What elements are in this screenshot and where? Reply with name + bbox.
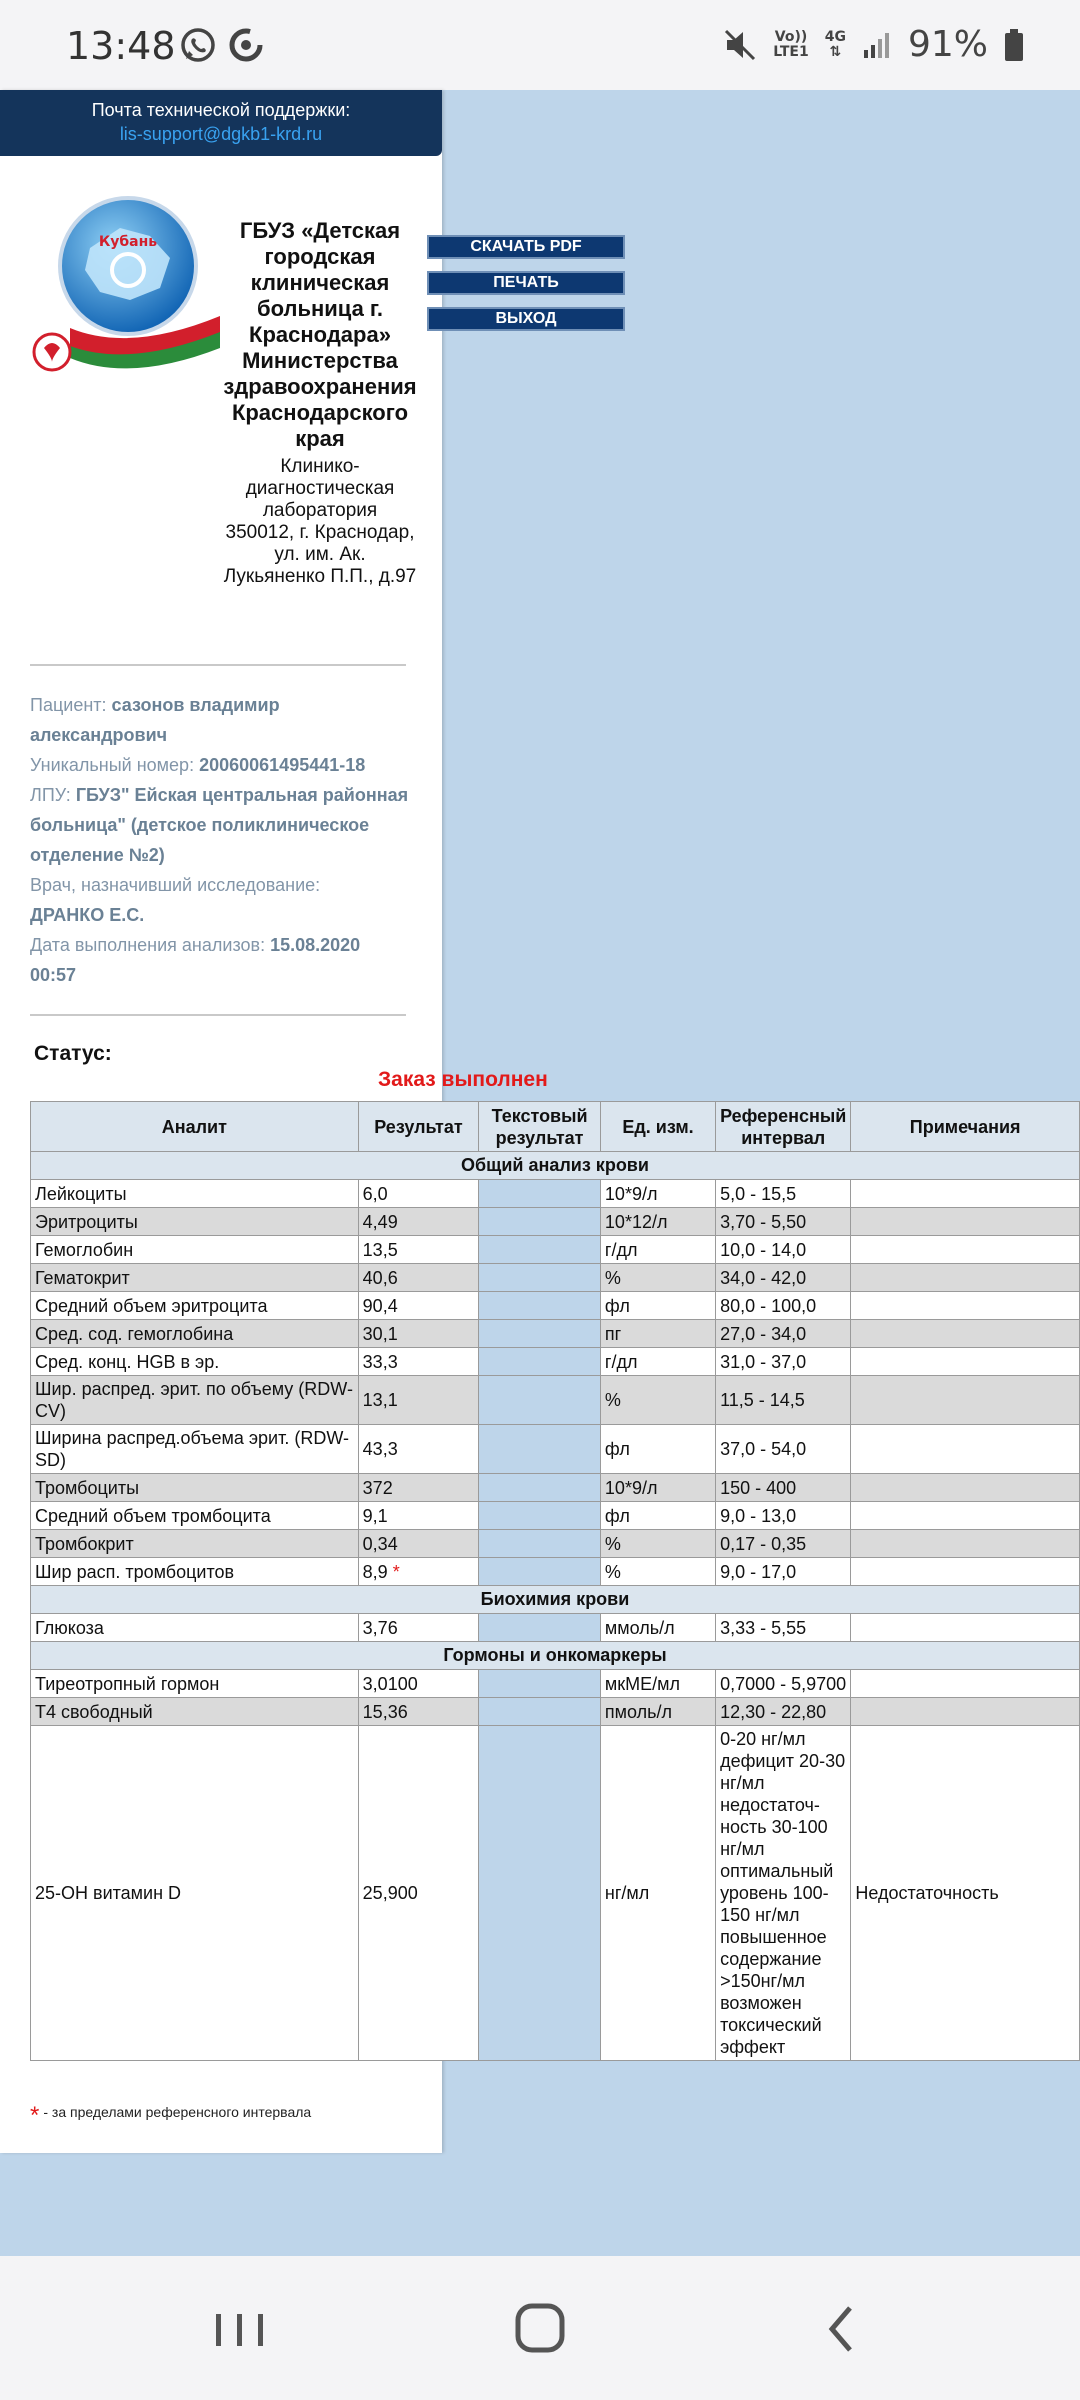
result-value [358,1614,479,1642]
header-unit: Ед. изм. [600,1102,715,1152]
status-time: 13:48 [66,24,176,68]
note [851,1208,1080,1236]
reference-interval: 12,30 - 22,80 [716,1698,851,1726]
analyte-name: Сред. сод. гемоглобина [31,1320,359,1348]
divider [30,1014,406,1016]
unit: 10*9/л [600,1180,715,1208]
network-gen-label: 4G [824,28,846,45]
back-icon[interactable] [800,2294,880,2364]
result-value [358,1502,479,1530]
text-result [479,1320,601,1348]
table-row [31,1320,1080,1348]
reference-interval: 80,0 - 100,0 [716,1292,851,1320]
unit: пг [600,1320,715,1348]
result-value [358,1474,479,1502]
text-result [479,1670,601,1698]
table-row [31,1348,1080,1376]
svg-text:Кубань: Кубань [98,234,158,250]
analyte-name: Гематокрит [31,1264,359,1292]
result-number: 15,36 [362,1701,408,1722]
reference-interval: 0-20 нг/мл дефицит 20-30 нг/мл недостаточ-ность 30-100 нг/мл оптимальный уровень 100-150 нг/мл повышенное содержание >150нг/мл возможен токсический эффект [716,1726,851,2061]
unit: 10*9/л [600,1474,715,1502]
result-number: 43,3 [362,1439,398,1459]
unit: г/дл [600,1348,715,1376]
table-row [31,1236,1080,1264]
support-banner [0,90,442,156]
recent-apps-icon[interactable] [200,2294,280,2364]
patient-name: сазонов владимир александрович [30,695,280,745]
table-row [31,1670,1080,1698]
unit: ммоль/л [600,1614,715,1642]
text-result [479,1292,601,1320]
result-number: 33,3 [362,1351,398,1372]
battery-icon [1004,28,1024,62]
result-value [358,1558,479,1586]
text-result [479,1698,601,1726]
result-number: 9,1 [362,1505,388,1526]
unit: % [600,1376,715,1425]
analyte-name: Средний объем тромбоцита [31,1502,359,1530]
table-row [31,1208,1080,1236]
results-table [30,1101,1080,2061]
unit: 10*12/л [600,1208,715,1236]
header-reference: Референсный интервал [716,1102,851,1152]
doctor-label: Врач, назначивший исследование: [30,875,321,895]
reference-interval: 0,17 - 0,35 [716,1530,851,1558]
note [851,1558,1080,1586]
note [851,1236,1080,1264]
download-pdf-button[interactable]: СКАЧАТЬ PDF [427,235,625,259]
note [851,1670,1080,1698]
result-number: 40,6 [362,1267,398,1288]
reference-interval: 27,0 - 34,0 [716,1320,851,1348]
header-text-result: Текстовый результат [479,1102,601,1152]
header-result: Результат [358,1102,479,1152]
result-value [358,1698,479,1726]
exit-button[interactable]: ВЫХОД [427,307,625,331]
note [851,1320,1080,1348]
footnote-text: - за пределами референсного интервала [43,2104,312,2120]
battery-percent: 91% [907,24,988,65]
table-section-row [31,1586,1080,1614]
data-arrows-icon: ⇅ [829,43,842,60]
reference-interval: 0,7000 - 5,9700 [716,1670,851,1698]
unit: г/дл [600,1236,715,1264]
table-header-row [31,1102,1080,1152]
network-volte-indicator [773,30,808,60]
analyte-name: Гемоглобин [31,1236,359,1264]
result-value [358,1180,479,1208]
analyte-name: Лейкоциты [31,1180,359,1208]
result-number: 13,1 [362,1390,398,1410]
table-section-row [31,1642,1080,1670]
table-row [31,1530,1080,1558]
note [851,1530,1080,1558]
unit: пмоль/л [600,1698,715,1726]
support-email-link[interactable]: lis-support@dgkb1-krd.ru [119,124,323,144]
reference-interval: 150 - 400 [716,1474,851,1502]
result-value [358,1264,479,1292]
lpu-value: ГБУЗ" Ейская центральная районная больница" (детское поликлиническое отделение №2) [30,785,409,865]
result-number: 4,49 [362,1211,398,1232]
lab-address: 350012, г. Краснодар, ул. им. Ак. Лукьяненко П.П., д.97 [223,522,417,587]
note [851,1698,1080,1726]
text-result [479,1726,601,2061]
result-number: 25,900 [362,1883,418,1903]
result-value [358,1670,479,1698]
note [851,1180,1080,1208]
unit: фл [600,1292,715,1320]
note [851,1348,1080,1376]
result-number: 0,34 [362,1533,398,1554]
unit: фл [600,1502,715,1530]
text-result [479,1502,601,1530]
result-number: 3,0100 [362,1673,418,1694]
result-value [358,1208,479,1236]
analyte-name: Эритроциты [31,1208,359,1236]
reference-interval: 9,0 - 17,0 [716,1558,851,1586]
id-value: 20060061495441-18 [199,755,366,775]
section-title: Гормоны и онкомаркеры [31,1642,1080,1670]
result-number: 13,5 [362,1239,398,1260]
text-result [479,1348,601,1376]
table-row [31,1558,1080,1586]
signal-icon [862,30,892,60]
text-result [479,1208,601,1236]
result-value [358,1376,479,1425]
analyte-name: Сред. конц. HGB в эр. [31,1348,359,1376]
text-result [479,1236,601,1264]
result-value [358,1726,479,2061]
status-right [723,24,1024,65]
header-analyte: Аналит [31,1102,359,1152]
text-result [479,1180,601,1208]
mute-icon [723,28,757,62]
note [851,1264,1080,1292]
date-label: Дата выполнения анализов: [30,935,266,955]
support-label: Почта технической поддержки: [91,100,351,120]
network-4g-indicator [825,30,846,60]
lpu-label: ЛПУ: [30,785,71,805]
footnote [30,2102,311,2130]
note: Недостаточность [851,1726,1080,2061]
analyte-name: Тромбокрит [31,1530,359,1558]
reference-interval: 11,5 - 14,5 [716,1376,851,1425]
table-row [31,1698,1080,1726]
network-bottom-label: LTE1 [773,43,809,60]
analyte-name: Тиреотропный гормон [31,1670,359,1698]
patient-label: Пациент: [30,695,107,715]
note [851,1376,1080,1425]
print-button[interactable]: ПЕЧАТЬ [427,271,625,295]
navigation-bar [0,2256,1080,2400]
result-value [358,1236,479,1264]
reference-interval: 5,0 - 15,5 [716,1180,851,1208]
whatsapp-icon [178,25,218,65]
table-row [31,1502,1080,1530]
result-number: 3,76 [362,1617,398,1638]
text-result [479,1264,601,1292]
sync-icon [226,25,266,65]
table-row [31,1292,1080,1320]
note [851,1292,1080,1320]
header-notes: Примечания [851,1102,1080,1152]
status-label: Статус: [34,1042,112,1065]
table-row [31,1726,1080,2061]
result-value [358,1530,479,1558]
result-value [358,1425,479,1474]
out-of-range-flag: * [392,1561,400,1582]
home-icon[interactable] [500,2294,580,2364]
note [851,1614,1080,1642]
unit: % [600,1558,715,1586]
network-top-label: Vo)) [774,28,808,45]
result-number: 6,0 [362,1183,388,1204]
note [851,1502,1080,1530]
result-number: 372 [362,1477,393,1498]
table-row [31,1614,1080,1642]
table-row [31,1425,1080,1474]
result-number: 30,1 [362,1323,398,1344]
reference-interval: 34,0 - 42,0 [716,1264,851,1292]
table-section-row [31,1152,1080,1180]
reference-interval: 3,70 - 5,50 [716,1208,851,1236]
table-row [31,1376,1080,1425]
analyte-name: Т4 свободный [31,1698,359,1726]
organization-name: ГБУЗ «Детская городская клиническая больница г. Краснодара» Министерства здравоохранения Краснодарского края [223,218,417,451]
table-row [31,1264,1080,1292]
table-row [31,1180,1080,1208]
text-result [479,1558,601,1586]
reference-interval: 3,33 - 5,55 [716,1614,851,1642]
status-bar [0,0,1080,90]
analyte-name: Глюкоза [31,1614,359,1642]
text-result [479,1530,601,1558]
organization-block [222,218,418,588]
text-result [479,1474,601,1502]
hospital-logo [30,188,230,378]
section-title: Биохимия крови [31,1586,1080,1614]
analyte-name: Тромбоциты [31,1474,359,1502]
result-number: 8,9 [362,1561,388,1582]
analyte-name: Шир. распред. эрит. по объему (RDW-CV) [31,1376,359,1425]
reference-interval: 31,0 - 37,0 [716,1348,851,1376]
unit: нг/мл [600,1726,715,2061]
footnote-star: * [30,2102,40,2129]
note [851,1474,1080,1502]
reference-interval: 37,0 - 54,0 [716,1425,851,1474]
analyte-name: Шир расп. тромбоцитов [31,1558,359,1586]
analyte-name: 25-OH витамин D [31,1726,359,2061]
date-value: 15.08.2020 00:57 [30,935,361,985]
table-row [31,1474,1080,1502]
analyte-name: Ширина распред.объема эрит. (RDW-SD) [31,1425,359,1474]
text-result [479,1376,601,1425]
divider [30,664,406,666]
text-result [479,1614,601,1642]
unit: % [600,1530,715,1558]
id-label: Уникальный номер: [30,755,195,775]
result-value [358,1348,479,1376]
analyte-name: Средний объем эритроцита [31,1292,359,1320]
lab-name: Клинико-диагностическая лаборатория [245,456,395,521]
result-value [358,1320,479,1348]
result-number: 90,4 [362,1295,398,1316]
reference-interval: 9,0 - 13,0 [716,1502,851,1530]
patient-info [30,690,410,990]
result-value [358,1292,479,1320]
reference-interval: 10,0 - 14,0 [716,1236,851,1264]
unit: мкМЕ/мл [600,1670,715,1698]
doctor-value: ДРАНКО Е.С. [30,905,145,925]
unit: % [600,1264,715,1292]
text-result [479,1425,601,1474]
section-title: Общий анализ крови [31,1152,1080,1180]
unit: фл [600,1425,715,1474]
status-value: Заказ выполнен [378,1068,548,1091]
note [851,1425,1080,1474]
